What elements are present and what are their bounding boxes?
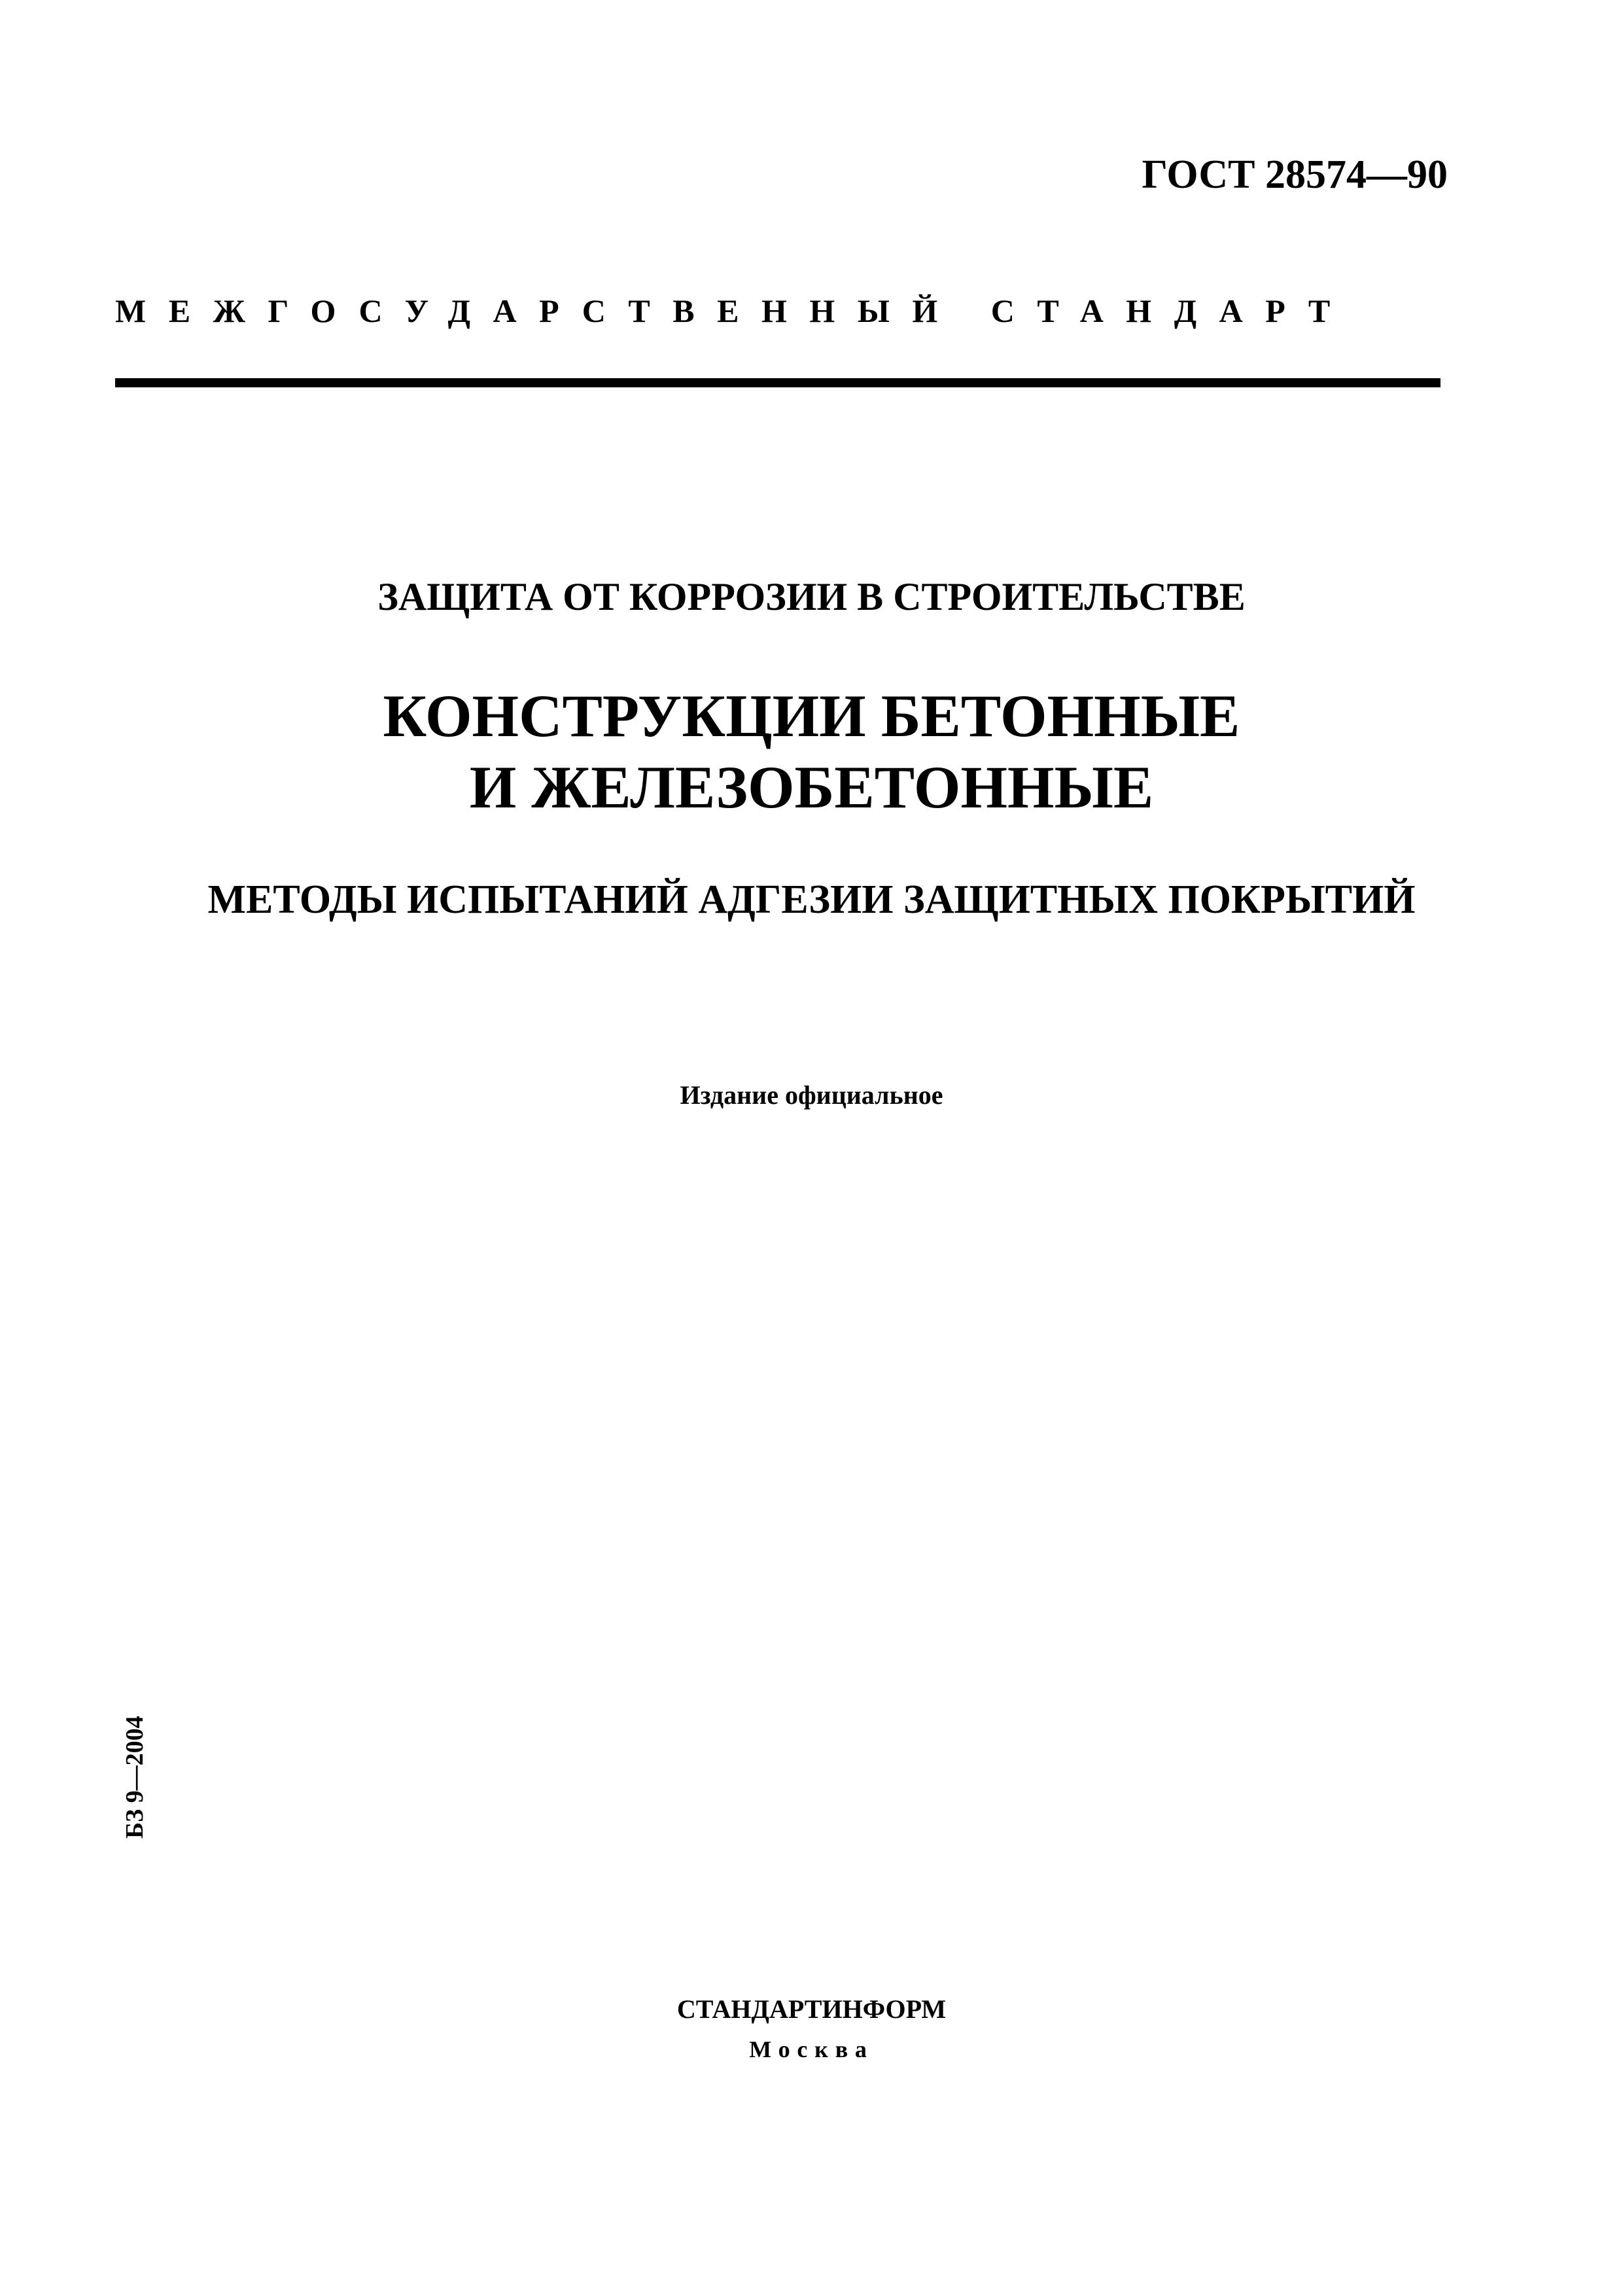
- main-title: [0, 680, 1623, 822]
- publisher-city: Москва: [749, 2036, 874, 2062]
- methods-title: МЕТОДЫ ИСПЫТАНИЙ АДГЕЗИИ ЗАЩИТНЫХ ПОКРЫТИЙ: [207, 877, 1416, 922]
- subject-heading: ЗАЩИТА ОТ КОРРОЗИИ В СТРОИТЕЛЬСТВЕ: [377, 575, 1246, 618]
- main-title-line-2: И ЖЕЛЕЗОБЕТОННЫЕ: [469, 753, 1154, 821]
- header-divider: [115, 378, 1440, 387]
- gost-number: ГОСТ 28574—90: [1142, 152, 1448, 197]
- publisher-name: СТАНДАРТИНФОРМ: [676, 1994, 947, 2024]
- standard-type-label: МЕЖГОСУДАРСТВЕННЫЙ СТАНДАРТ: [115, 292, 1353, 329]
- side-code: БЗ 9—2004: [121, 1716, 148, 1839]
- main-title-line-1: КОНСТРУКЦИИ БЕТОННЫЕ: [383, 682, 1240, 749]
- edition-label: Издание официальное: [680, 1080, 943, 1110]
